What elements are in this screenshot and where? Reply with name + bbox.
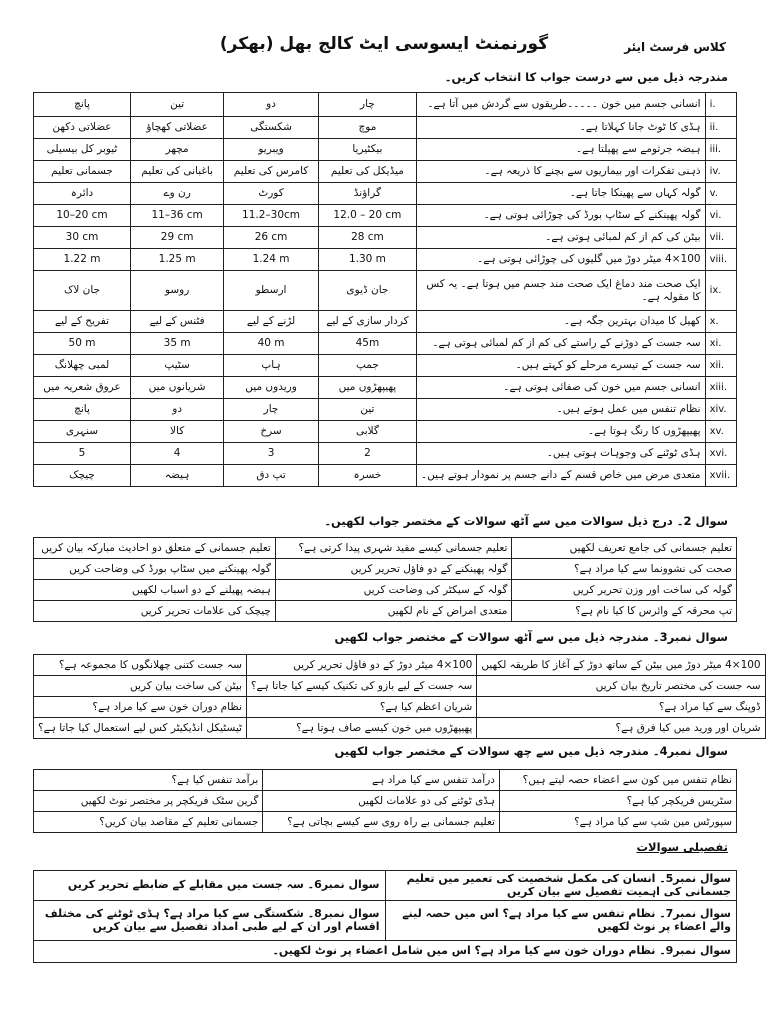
- short-question: پھیپھڑوں میں خون کیسے صاف ہوتا ہے؟: [246, 718, 476, 739]
- long-q9: سوال نمبر9۔ نظام دوران خون سے کیا مراد ہے؟ اس میں شامل اعضاء پر نوٹ لکھیں۔: [34, 941, 737, 963]
- mcq-option-c: 35 m: [131, 333, 224, 355]
- mcq-row: [34, 399, 737, 421]
- mcq-option-d: پانچ: [34, 93, 131, 117]
- mcq-question: انسانی جسم میں خون کی صفائی ہوتی ہے۔: [417, 377, 706, 399]
- short-question: درآمد تنفس سے کیا مراد ہے: [263, 770, 500, 791]
- short-question: گولہ کے سیکٹر کی وضاحت کریں: [275, 580, 512, 601]
- short-question: 100×4 میٹر دوڑ کے دو فاؤل تحریر کریں: [246, 655, 476, 676]
- mcq-question: ایک صحت مند دماغ ایک صحت مند جسم میں ہوتا ہے۔ یہ کس کا مقولہ ہے۔: [417, 271, 706, 311]
- short-question: شریان اعظم کیا ہے؟: [246, 697, 476, 718]
- q2-table: [33, 537, 737, 622]
- short-question: صحت کی نشوونما سے کیا مراد ہے؟: [512, 559, 737, 580]
- mcq-option-c: دو: [131, 399, 224, 421]
- short-question: نظام تنفس میں کون سے اعضاء حصہ لیتے ہیں؟: [499, 770, 736, 791]
- short-question: 100×4 میٹر دوڑ میں بیٹن کے ساتھ دوڑ کے آغاز کا طریقہ لکھیں: [477, 655, 765, 676]
- mcq-row: [34, 355, 737, 377]
- mcq-option-a: کردار سازی کے لیے: [318, 311, 416, 333]
- mcq-row: [34, 161, 737, 183]
- short-question: گولہ پھینکنے کے دو فاؤل تحریر کریں: [275, 559, 512, 580]
- mcq-option-c: 4: [131, 443, 224, 465]
- q4-table: [33, 769, 737, 833]
- mcq-number: ix.: [705, 271, 736, 311]
- mcq-number: xvii.: [705, 465, 736, 487]
- short-question: تعلیم جسمانی بے راہ روی سے کیسے بچاتی ہے؟: [263, 812, 500, 833]
- mcq-option-b: سرخ: [224, 421, 319, 443]
- mcq-option-b: چار: [224, 399, 319, 421]
- mcq-option-d: عروق شعریہ میں: [34, 377, 131, 399]
- mcq-option-a: 12.0 – 20 cm: [318, 205, 416, 227]
- mcq-row: [34, 271, 737, 311]
- question-row: [34, 601, 737, 622]
- long-questions-heading: تفصیلی سوالات: [636, 840, 728, 854]
- mcq-number: xi.: [705, 333, 736, 355]
- mcq-option-b: دو: [224, 93, 319, 117]
- mcq-question: ہیضہ جرثومے سے پھیلتا ہے۔: [417, 139, 706, 161]
- mcq-question: نظام تنفس میں عمل ہوتے ہیں۔: [417, 399, 706, 421]
- mcq-option-d: ٹیوبر کل بیسیلی: [34, 139, 131, 161]
- mcq-option-d: جان لاک: [34, 271, 131, 311]
- mcq-option-b: کامرس کی تعلیم: [224, 161, 319, 183]
- mcq-question: ہڈی کا ٹوٹ جانا کہلاتا ہے۔: [417, 117, 706, 139]
- short-question: تعلیم جسمانی کی جامع تعریف لکھیں: [512, 538, 737, 559]
- question-row: [34, 697, 766, 718]
- mcq-option-d: دائرہ: [34, 183, 131, 205]
- mcq-number: ii.: [705, 117, 736, 139]
- short-question: تعلیم جسمانی کے متعلق دو احادیث مبارکہ بیان کریں: [34, 538, 276, 559]
- mcq-option-d: لمبی چھلانگ: [34, 355, 131, 377]
- mcq-table: [33, 92, 737, 487]
- short-question: ڈوپنگ سے کیا مراد ہے؟: [477, 697, 765, 718]
- mcq-option-d: 10–20 cm: [34, 205, 131, 227]
- mcq-number: xvi.: [705, 443, 736, 465]
- mcq-option-b: 3: [224, 443, 319, 465]
- mcq-option-a: جان ڈیوی: [318, 271, 416, 311]
- mcq-question: سہ جست کے تیسرے مرحلے کو کہتے ہیں۔: [417, 355, 706, 377]
- mcq-option-b: 11.2–30cm: [224, 205, 319, 227]
- mcq-option-b: تپ دق: [224, 465, 319, 487]
- mcq-option-d: عضلاتی دکھن: [34, 117, 131, 139]
- mcq-option-c: 11–36 cm: [131, 205, 224, 227]
- mcq-option-d: تفریح کے لیے: [34, 311, 131, 333]
- short-question: سٹریس فریکچر کیا ہے؟: [499, 791, 736, 812]
- mcq-option-b: لڑنے کے لیے: [224, 311, 319, 333]
- long-questions-table: [33, 870, 737, 963]
- mcq-number: i.: [705, 93, 736, 117]
- long-q5: سوال نمبر5۔ انسان کی مکمل شخصیت کی تعمیر میں تعلیم جسمانی کی اہمیت تفصیل سے بیان کریں: [385, 871, 737, 901]
- mcq-option-b: 40 m: [224, 333, 319, 355]
- mcq-option-a: میڈیکل کی تعلیم: [318, 161, 416, 183]
- question-row: [34, 580, 737, 601]
- question-row: [34, 676, 766, 697]
- mcq-number: xiii.: [705, 377, 736, 399]
- mcq-row: [34, 377, 737, 399]
- mcq-option-d: 1.22 m: [34, 249, 131, 271]
- class-label: کلاس فرسٹ ایئر: [624, 40, 726, 54]
- mcq-number: v.: [705, 183, 736, 205]
- mcq-option-a: 2: [318, 443, 416, 465]
- mcq-option-c: فٹنس کے لیے: [131, 311, 224, 333]
- mcq-row: [34, 249, 737, 271]
- mcq-number: viii.: [705, 249, 736, 271]
- mcq-row: [34, 311, 737, 333]
- mcq-question: کھیل کا میدان بہترین جگہ ہے۔: [417, 311, 706, 333]
- mcq-question: متعدی مرض میں خاص قسم کے دانے جسم پر نمودار ہوتے ہیں۔: [417, 465, 706, 487]
- mcq-option-a: بیکٹیریا: [318, 139, 416, 161]
- mcq-option-a: 28 cm: [318, 227, 416, 249]
- mcq-row: [34, 227, 737, 249]
- mcq-option-c: شریانوں میں: [131, 377, 224, 399]
- mcq-question: گولہ پھینکنے کے سٹاپ بورڈ کی چوڑائی ہوتی ہے۔: [417, 205, 706, 227]
- q2-heading: سوال 2۔ درج ذیل سوالات میں سے آٹھ سوالات کے مختصر جواب لکھیں۔: [324, 514, 728, 528]
- question-row: [34, 812, 737, 833]
- mcq-option-c: عضلاتی کھچاؤ: [131, 117, 224, 139]
- mcq-option-c: مچھر: [131, 139, 224, 161]
- short-question: متعدی امراض کے نام لکھیں: [275, 601, 512, 622]
- mcq-option-c: سٹیپ: [131, 355, 224, 377]
- short-question: ٹیسٹیکل انڈیکیٹر کس لیے استعمال کیا جاتا ہے؟: [34, 718, 247, 739]
- mcq-option-a: 1.30 m: [318, 249, 416, 271]
- question-row: [34, 718, 766, 739]
- q3-heading: سوال نمبر3۔ مندرجہ ذیل میں سے آٹھ سوالات کے مختصر جواب لکھیں: [334, 630, 728, 644]
- mcq-row: [34, 139, 737, 161]
- short-question: ہڈی ٹوٹنے کی دو علامات لکھیں: [263, 791, 500, 812]
- mcq-row: [34, 443, 737, 465]
- short-question: برآمد تنفس کیا ہے؟: [34, 770, 263, 791]
- mcq-option-b: 1.24 m: [224, 249, 319, 271]
- question-row: [34, 655, 766, 676]
- mcq-question: پھیپھڑوں کا رنگ ہوتا ہے۔: [417, 421, 706, 443]
- mcq-option-b: 26 cm: [224, 227, 319, 249]
- mcq-option-b: ارسطو: [224, 271, 319, 311]
- mcq-option-d: 5: [34, 443, 131, 465]
- mcq-option-c: کالا: [131, 421, 224, 443]
- question-row: [34, 538, 737, 559]
- long-q6: سوال نمبر6۔ سہ جست میں مقابلے کے ضابطے تحریر کریں: [34, 871, 386, 901]
- mcq-option-a: موچ: [318, 117, 416, 139]
- question-row: [34, 770, 737, 791]
- mcq-option-c: روسو: [131, 271, 224, 311]
- mcq-option-a: گراؤنڈ: [318, 183, 416, 205]
- q3-table: [33, 654, 766, 739]
- mcq-option-d: چیچک: [34, 465, 131, 487]
- mcq-number: vii.: [705, 227, 736, 249]
- mcq-question: گولہ کہاں سے پھینکا جاتا ہے۔: [417, 183, 706, 205]
- mcq-option-c: رن وے: [131, 183, 224, 205]
- mcq-question: بیٹن کی کم از کم لمبائی ہوتی ہے۔: [417, 227, 706, 249]
- page-title: گورنمنٹ ایسوسی ایٹ کالج بھل (بھکر): [219, 34, 549, 54]
- mcq-question: انسانی جسم میں خون ۔۔۔۔۔طریقوں سے گردش میں آتا ہے۔: [417, 93, 706, 117]
- mcq-option-d: 30 cm: [34, 227, 131, 249]
- short-question: سہ جست کے لیے بازو کی تکنیک کیسے کیا جاتا ہے؟: [246, 676, 476, 697]
- short-question: ہیضہ پھیلنے کے دو اسباب لکھیں: [34, 580, 276, 601]
- short-question: گولہ کی ساخت اور وزن تحریر کریں: [512, 580, 737, 601]
- mcq-option-c: ہیضہ: [131, 465, 224, 487]
- mcq-option-a: پھیپھڑوں میں: [318, 377, 416, 399]
- short-question: سہ جست کی مختصر تاریخ بیان کریں: [477, 676, 765, 697]
- short-question: چیچک کی علامات تحریر کریں: [34, 601, 276, 622]
- short-question: گرین سٹک فریکچر پر مختصر نوٹ لکھیں: [34, 791, 263, 812]
- mcq-option-d: سنہری: [34, 421, 131, 443]
- long-q7: سوال نمبر7۔ نظام تنفس سے کیا مراد ہے؟ اس میں حصہ لینے والے اعضاء پر نوٹ لکھیں: [385, 901, 737, 941]
- mcq-question: 100×4 میٹر دوڑ میں گلیوں کی چوڑائی ہوتی ہے۔: [417, 249, 706, 271]
- mcq-option-a: تین: [318, 399, 416, 421]
- mcq-option-a: خسرہ: [318, 465, 416, 487]
- short-question: بیٹن کی ساخت بیان کریں: [34, 676, 247, 697]
- mcq-row: [34, 93, 737, 117]
- short-question: سہ جست کتنی چھلانگوں کا مجموعہ ہے؟: [34, 655, 247, 676]
- short-question: جسمانی تعلیم کے مقاصد بیان کریں؟: [34, 812, 263, 833]
- mcq-option-c: تین: [131, 93, 224, 117]
- mcq-question: سہ جست کے دوڑنے کے راستے کی کم از کم لمبائی ہوتی ہے۔: [417, 333, 706, 355]
- mcq-row: [34, 421, 737, 443]
- mcq-option-a: چار: [318, 93, 416, 117]
- mcq-option-c: 29 cm: [131, 227, 224, 249]
- mcq-row: [34, 117, 737, 139]
- mcq-option-a: 45m: [318, 333, 416, 355]
- mcq-option-a: جمپ: [318, 355, 416, 377]
- short-question: تعلیم جسمانی کیسے مفید شہری پیدا کرتی ہے؟: [275, 538, 512, 559]
- mcq-number: vi.: [705, 205, 736, 227]
- mcq-option-b: ویبریو: [224, 139, 319, 161]
- question-row: [34, 791, 737, 812]
- mcq-number: xiv.: [705, 399, 736, 421]
- mcq-row: [34, 333, 737, 355]
- mcq-option-b: کورٹ: [224, 183, 319, 205]
- mcq-number: xv.: [705, 421, 736, 443]
- mcq-number: xii.: [705, 355, 736, 377]
- mcq-question: ہڈی ٹوٹنے کی وجوہات ہوتی ہیں۔: [417, 443, 706, 465]
- mcq-question: ذہنی تفکرات اور بیماریوں سے بچنے کا ذریعہ ہے۔: [417, 161, 706, 183]
- mcq-option-b: وریدوں میں: [224, 377, 319, 399]
- mcq-option-c: باغبانی کی تعلیم: [131, 161, 224, 183]
- short-question: نظام دوران خون سے کیا مراد ہے؟: [34, 697, 247, 718]
- mcq-number: x.: [705, 311, 736, 333]
- mcq-row: [34, 465, 737, 487]
- short-question: شریان اور ورید میں کیا فرق ہے؟: [477, 718, 765, 739]
- long-q8: سوال نمبر8۔ شکستگی سے کیا مراد ہے؟ ہڈی ٹوٹنے کی مختلف اقسام اور ان کے لیے طبی امداد تفصیل سے بیان کریں: [34, 901, 386, 941]
- q4-heading: سوال نمبر4۔ مندرجہ ذیل میں سے چھ سوالات کے مختصر جواب لکھیں: [334, 744, 728, 758]
- mcq-instruction: مندرجہ ذیل میں سے درست جواب کا انتخاب کریں۔: [444, 70, 728, 84]
- mcq-option-a: گلابی: [318, 421, 416, 443]
- mcq-option-c: 1.25 m: [131, 249, 224, 271]
- short-question: گولہ پھینکنے میں سٹاپ بورڈ کی وضاحت کریں: [34, 559, 276, 580]
- mcq-row: [34, 205, 737, 227]
- mcq-number: iii.: [705, 139, 736, 161]
- question-row: [34, 559, 737, 580]
- short-question: سپورٹس مین شپ سے کیا مراد ہے؟: [499, 812, 736, 833]
- mcq-row: [34, 183, 737, 205]
- mcq-number: iv.: [705, 161, 736, 183]
- mcq-option-b: شکستگی: [224, 117, 319, 139]
- mcq-option-d: پانچ: [34, 399, 131, 421]
- mcq-option-d: جسمانی تعلیم: [34, 161, 131, 183]
- mcq-option-d: 50 m: [34, 333, 131, 355]
- mcq-option-b: ہاپ: [224, 355, 319, 377]
- short-question: تپ محرقہ کے وائرس کا کیا نام ہے؟: [512, 601, 737, 622]
